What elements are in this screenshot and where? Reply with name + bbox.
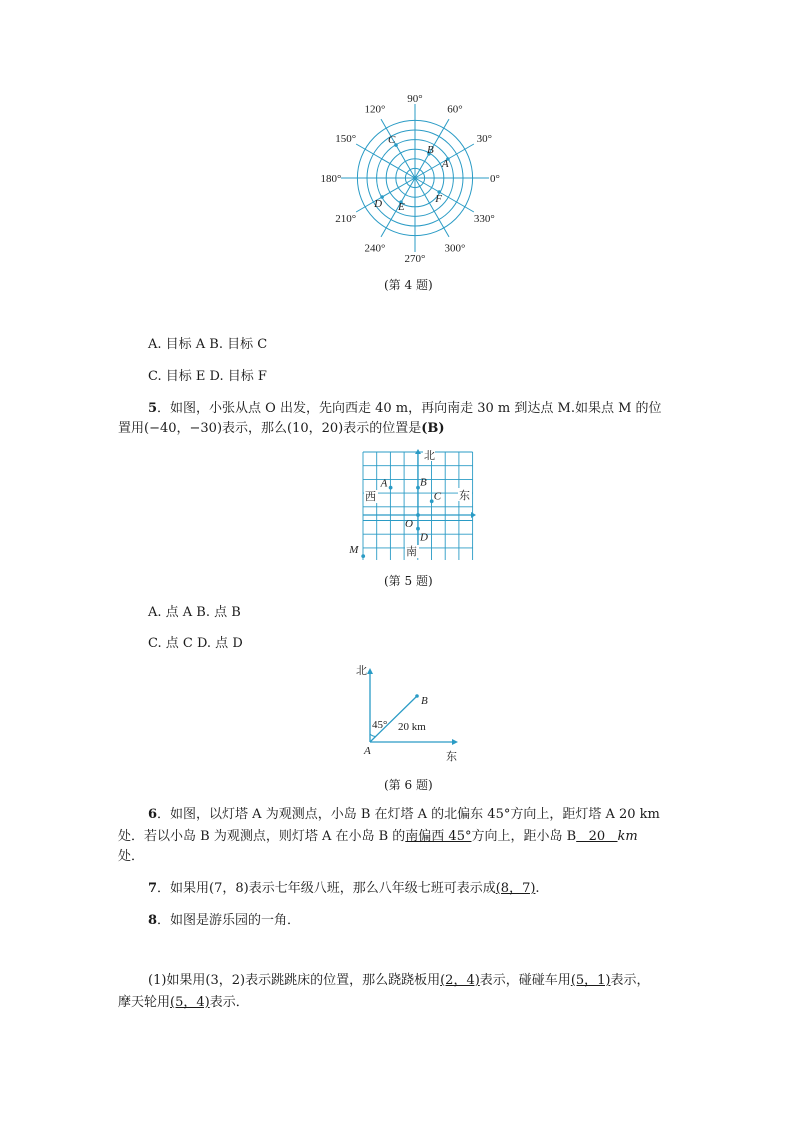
angle-label: 180° (320, 173, 342, 185)
angle-label: 210° (335, 213, 357, 225)
angle-label: 270° (404, 253, 426, 265)
point-b-label: B (421, 695, 428, 707)
point-a-label: A (441, 158, 449, 170)
angle-label: 330° (473, 213, 495, 225)
q8-1-text2: 表示，碰碰车用 (479, 973, 571, 988)
point-m-label: M (349, 544, 359, 557)
point-a-label: A (364, 745, 371, 757)
south-label: 南 (406, 546, 417, 558)
q8-1-answer1: (2，4) (440, 973, 480, 988)
east-label: 东 (446, 751, 457, 763)
figure-6-bearing (356, 660, 466, 764)
angle-label: 240° (364, 242, 386, 255)
q8-1-text3: 表示， (610, 973, 650, 988)
q6-text1: ．如图，以灯塔 A 为观测点，小岛 B 在灯塔 A 的北偏东 45°方向上，距灯塔 A 20 km (157, 807, 660, 822)
q8-1-answer2: (5，1) (570, 973, 611, 988)
q8-1-line2 (118, 994, 249, 1012)
point-f-label: F (435, 193, 442, 205)
point-d-label: D (420, 531, 428, 544)
q6-text2b: 方向上，距小岛 B (471, 829, 577, 844)
north-label: 北 (356, 665, 367, 677)
q6-number: 6 (148, 807, 158, 822)
angle-label: 120° (364, 103, 386, 116)
figure-5-caption: (第 5 题) (384, 574, 433, 588)
q6-line3: 处． (118, 849, 145, 864)
point-b-label: B (420, 476, 427, 489)
q5-line1 (148, 400, 662, 418)
angle-label: 150° (335, 133, 357, 145)
figure-5-grid (346, 446, 476, 560)
point-d-marker (416, 527, 420, 531)
q8-1-text4: 摩天轮用 (118, 995, 171, 1010)
figure-4-caption: (第 4 题) (384, 278, 433, 292)
figure-6-caption: (第 6 题) (384, 778, 433, 792)
q8-text: ．如图是游乐园的一角． (157, 913, 301, 928)
q8-line (148, 912, 300, 930)
q5-answer: (B) (421, 421, 445, 436)
distance-label: 20 km (398, 721, 426, 733)
q6-answer-distance: 20 (576, 829, 618, 844)
q7-end: . (535, 881, 540, 896)
origin-marker (413, 176, 416, 179)
angle-label: 300° (444, 242, 466, 255)
q6-unit: km (617, 829, 638, 844)
q6-line2 (118, 828, 638, 846)
angle-label: 90° (407, 93, 423, 105)
q7-line (148, 880, 540, 898)
point-b-label: B (427, 143, 434, 156)
point-o-label: O (405, 518, 413, 530)
point-d-label: D (374, 198, 383, 210)
q8-1-text5: 表示． (209, 995, 249, 1010)
q6-answer-direction: 南偏西 45° (405, 829, 472, 844)
q7-answer: (8，7) (495, 881, 536, 896)
figure-4-polar-chart (320, 88, 510, 268)
q5-text1: ．如图，小张从点 O 出发，先向西走 40 m，再向南走 30 m 到达点 M.如果点 M 的位 (157, 401, 662, 416)
point-a-marker (389, 486, 393, 490)
q6-text2a: 处．若以小岛 B 为观测点，则灯塔 A 在小岛 B 的 (118, 829, 406, 844)
q4-options-line2: C. 目标 E D. 目标 F (148, 369, 267, 384)
angle-label: 30° (476, 133, 493, 145)
west-label: 西 (365, 491, 376, 503)
q4-options-line1: A. 目标 A B. 目标 C (148, 337, 268, 352)
point-a-label: A (380, 477, 388, 490)
grid-points (348, 477, 442, 558)
q8-1-answer3: (5，4) (170, 995, 210, 1010)
q7-number: 7 (148, 881, 158, 896)
angle-label: 60° (447, 103, 463, 116)
angle-label: 0° (490, 173, 500, 185)
q5-options-line2: C. 点 C D. 点 D (148, 636, 243, 651)
point-c-label: C (388, 134, 396, 147)
q5-number: 5 (148, 401, 158, 416)
q5-line2 (118, 420, 445, 438)
east-label: 东 (459, 490, 470, 502)
q7-text: ．如果用(7，8)表示七年级八班，那么八年级七班可表示成 (157, 881, 496, 896)
q8-number: 8 (148, 913, 158, 928)
q8-1-text1: (1)如果用(3，2)表示跳跳床的位置，那么跷跷板用 (148, 973, 441, 988)
point-m-marker (361, 554, 365, 558)
angle-label: 45° (372, 719, 388, 731)
north-label: 北 (424, 450, 435, 462)
point-e-label: E (398, 201, 405, 214)
q8-1-line1 (148, 972, 650, 990)
q5-text2: 置用(−40，−30)表示，那么(10，20)表示的位置是 (118, 421, 422, 436)
point-c-label: C (433, 490, 442, 503)
q6-line1 (148, 806, 660, 824)
q5-options-line1: A. 点 A B. 点 B (148, 605, 241, 620)
point-o-marker (416, 513, 420, 517)
